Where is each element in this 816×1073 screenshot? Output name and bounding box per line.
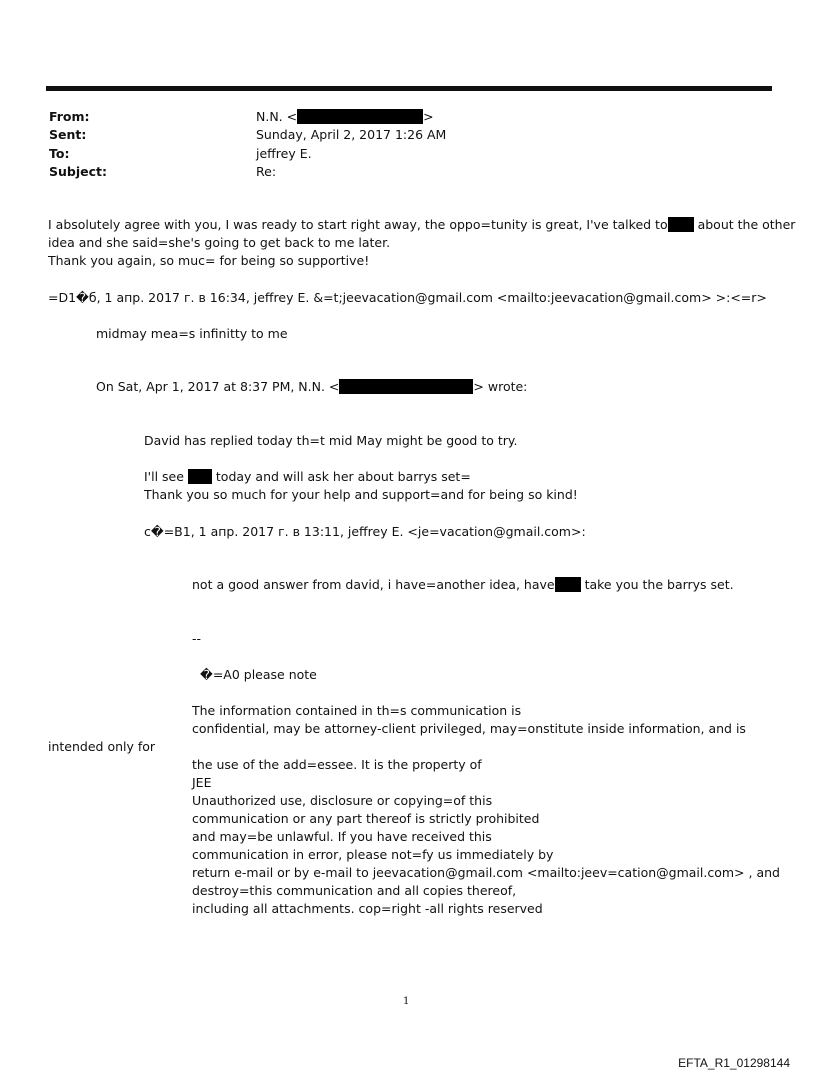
disclaimer-line: return e-mail or by e-mail to jeevacation@gmail.com <mailto:jeev=cation@gmail.com> , and [192, 865, 780, 880]
reply-line-2: idea and she said=she's going to get back to me later. [48, 235, 391, 250]
disclaimer-line: Unauthorized use, disclosure or copying=of this [192, 793, 493, 808]
quote2-header-text: On Sat, Apr 1, 2017 at 8:37 PM, N.N. < [96, 379, 340, 394]
redaction-box [188, 469, 212, 484]
quote2-header [96, 379, 527, 395]
disclaimer-line: confidential, may be attorney-client privileged, may=onstitute inside information, and is [192, 721, 746, 736]
from-value [256, 109, 434, 124]
sent-value: Sunday, April 2, 2017 1:26 AM [256, 127, 447, 142]
from-close: > [423, 109, 434, 124]
redaction-box [668, 217, 694, 232]
quote1-body: midmay mea=s infinitty to me [96, 326, 288, 341]
disclaimer-line: destroy=this communication and all copies thereof, [192, 883, 517, 898]
signature-note: �=A0 please note [200, 667, 317, 682]
disclaimer-line: The information contained in th=s communication is [192, 703, 522, 718]
sent-label: Sent: [49, 127, 87, 142]
quote3-body [192, 577, 734, 593]
from-name: N.N. < [256, 109, 298, 124]
quote2-line-3: Thank you so much for your help and support=and for being so kind! [144, 487, 578, 502]
disclaimer-line: and may=be unlawful. If you have received this [192, 829, 492, 844]
quote2-line-2-end: today and will ask her about barrys set= [215, 469, 471, 484]
from-label: From: [49, 109, 90, 124]
quote2-line-1: David has replied today th=t mid May might be good to try. [144, 433, 518, 448]
reply-line-1-text: I absolutely agree with you, I was ready to start right away, the oppo=tunity is great, I've talked to [48, 217, 668, 232]
disclaimer-line: including all attachments. cop=right -all rights reserved [192, 901, 543, 916]
to-value: jeffrey E. [256, 146, 312, 161]
reply-line-1 [48, 217, 795, 233]
quote2-header-end: > wrote: [473, 379, 528, 394]
reply-line-1-end: about the other [697, 217, 796, 232]
subject-label: Subject: [49, 164, 107, 179]
reply-line-3: Thank you again, so muc= for being so supportive! [48, 253, 370, 268]
document-id: EFTA_R1_01298144 [678, 1056, 790, 1070]
quote3-body-text: not a good answer from david, i have=another idea, have [192, 577, 555, 592]
redaction-box [297, 109, 423, 124]
quote3-body-end: take you the barrys set. [584, 577, 734, 592]
subject-value: Re: [256, 164, 277, 179]
disclaimer-line: communication or any part thereof is strictly prohibited [192, 811, 540, 826]
disclaimer-line: the use of the add=essee. It is the property of [192, 757, 482, 772]
disclaimer-line: intended only for [48, 739, 156, 754]
redaction-box [555, 577, 581, 592]
quote2-line-2 [144, 469, 471, 485]
to-label: To: [49, 146, 70, 161]
header-rule [46, 86, 772, 91]
quote3-header: c�=B1, 1 апр. 2017 г. в 13:11, jeffrey E. <je=vacation@gmail.com>: [144, 524, 586, 539]
signature-dashes: -- [192, 631, 202, 646]
quote2-line-2-text: I'll see [144, 469, 184, 484]
quote1-header: =D1�б, 1 апр. 2017 г. в 16:34, jeffrey E. &=t;jeevacation@gmail.com <mailto:jeevacation@gmail.com> >:<=r> [48, 290, 767, 305]
disclaimer-line: JEE [192, 775, 212, 790]
disclaimer-line: communication in error, please not=fy us immediately by [192, 847, 554, 862]
page-number: 1 [403, 996, 410, 1007]
redaction-box [339, 379, 473, 394]
